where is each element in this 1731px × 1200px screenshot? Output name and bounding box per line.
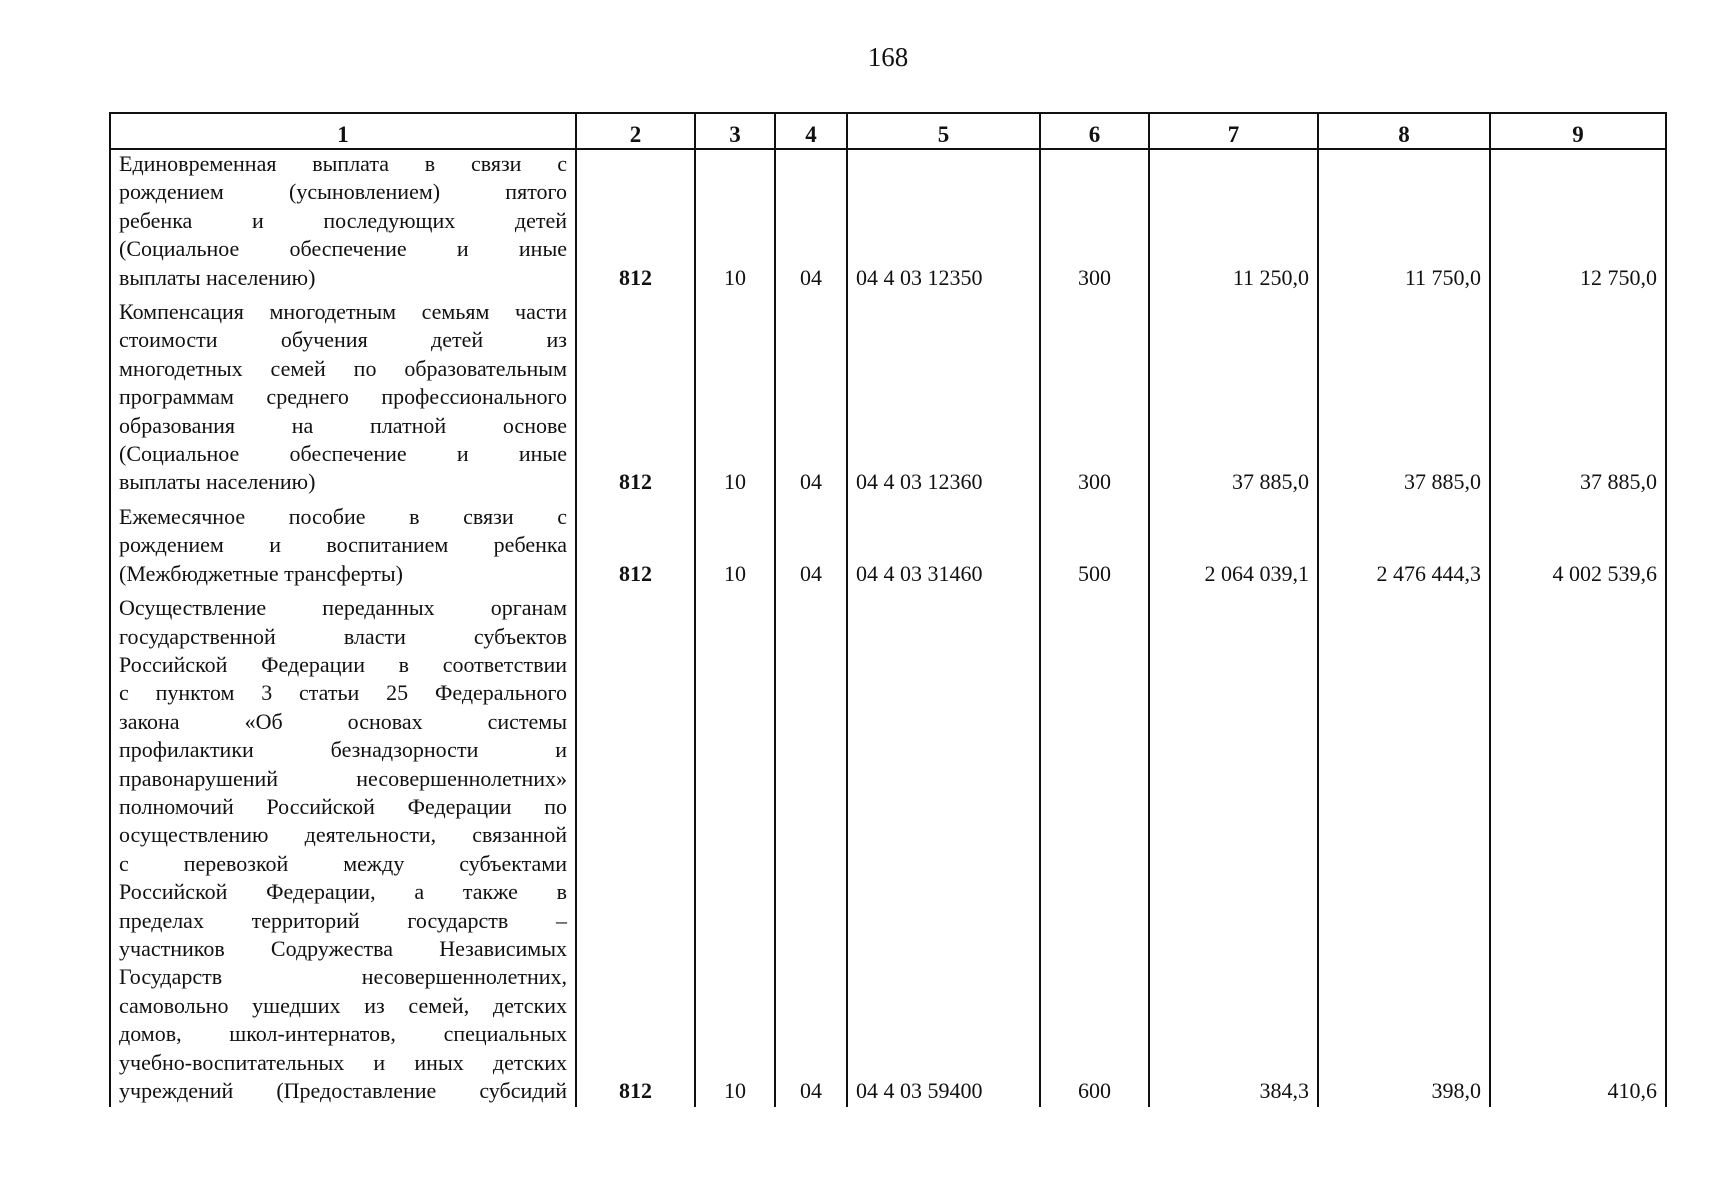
amount-col-9: 4 002 539,6 (1490, 503, 1666, 594)
description-line: профилактики безнадзорности и (119, 737, 567, 763)
description-line: выплаты населению) (119, 469, 316, 495)
description-line: (Социальное обеспечение и иные (119, 441, 567, 467)
description-line: (Социальное обеспечение и иные (119, 236, 567, 262)
description-line: рождением (усыновлением) пятого (119, 179, 567, 205)
col-header-expense-type: 6 (1040, 113, 1149, 149)
description-line: (Межбюджетные трансферты) (119, 560, 403, 586)
description-line: самовольно ушедших из семей, детских (119, 992, 567, 1018)
amount-col-7: 11 250,0 (1149, 149, 1318, 298)
col-header-target-code: 5 (847, 113, 1040, 149)
table-row (110, 149, 1666, 298)
target-item-code: 04 4 03 31460 (847, 503, 1040, 594)
col-header-section: 3 (695, 113, 775, 149)
page-number: 168 (867, 42, 909, 72)
table-row (110, 594, 1666, 1107)
description-line: Государств несовершеннолетних, (119, 964, 567, 990)
description-line: Компенсация многодетным семьям части (119, 299, 567, 325)
col-header-grbs: 2 (576, 113, 695, 149)
expense-type-code: 600 (1040, 594, 1149, 1107)
section-code: 10 (695, 298, 775, 503)
description-line: полномочий Российской Федерации по (119, 793, 567, 819)
col-header-name: 1 (110, 113, 576, 149)
col-header-amount-7: 7 (1149, 113, 1318, 149)
target-item-code: 04 4 03 12360 (847, 298, 1040, 503)
description-line: многодетных семей по образовательным (119, 355, 567, 381)
amount-col-9: 410,6 (1490, 594, 1666, 1107)
description-line: выплаты населению) (119, 264, 316, 290)
subsection-code: 04 (775, 149, 847, 298)
description-line: домов, школ-интернатов, специальных (119, 1021, 567, 1047)
subsection-code: 04 (775, 503, 847, 594)
header-row (110, 113, 1666, 149)
description-line: государственной власти субъектов (119, 623, 567, 649)
row-description (110, 594, 576, 1107)
table-row (110, 298, 1666, 503)
col-header-subsection: 4 (775, 113, 847, 149)
description-line: ребенка и последующих детей (119, 207, 567, 233)
amount-col-9: 12 750,0 (1490, 149, 1666, 298)
description-line: Российской Федерации, а также в (119, 879, 567, 905)
table-row (110, 503, 1666, 594)
row-description (110, 503, 576, 594)
description-line: осуществлению деятельности, связанной (119, 822, 567, 848)
section-code: 10 (695, 503, 775, 594)
subsection-code: 04 (775, 298, 847, 503)
budget-table (109, 112, 1667, 1107)
description-line: рождением и воспитанием ребенка (119, 532, 567, 558)
amount-col-8: 398,0 (1318, 594, 1490, 1107)
description-line: с перевозкой между субъектами (119, 850, 567, 876)
description-line: правонарушений несовершеннолетних» (119, 765, 567, 791)
amount-col-7: 2 064 039,1 (1149, 503, 1318, 594)
grbs-code: 812 (576, 298, 695, 503)
amount-col-8: 2 476 444,3 (1318, 503, 1490, 594)
description-line: учебно-воспитательных и иных детских (119, 1049, 567, 1075)
target-item-code: 04 4 03 12350 (847, 149, 1040, 298)
description-line: программам среднего профессионального (119, 384, 567, 410)
expense-type-code: 300 (1040, 149, 1149, 298)
grbs-code: 812 (576, 503, 695, 594)
description-line: закона «Об основах системы (119, 708, 567, 734)
description-line: образования на платной основе (119, 412, 567, 438)
grbs-code: 812 (576, 594, 695, 1107)
description-line: Единовременная выплата в связи с (119, 151, 567, 176)
subsection-code: 04 (775, 594, 847, 1107)
description-line: пределах территорий государств – (119, 907, 567, 933)
col-header-amount-9: 9 (1490, 113, 1666, 149)
amount-col-8: 11 750,0 (1318, 149, 1490, 298)
col-header-amount-8: 8 (1318, 113, 1490, 149)
section-code: 10 (695, 149, 775, 298)
section-code: 10 (695, 594, 775, 1107)
amount-col-7: 37 885,0 (1149, 298, 1318, 503)
description-line: учреждений (Предоставление субсидий (119, 1078, 567, 1103)
row-description (110, 149, 576, 298)
description-line: с пунктом 3 статьи 25 Федерального (119, 680, 567, 706)
grbs-code: 812 (576, 149, 695, 298)
expense-type-code: 300 (1040, 298, 1149, 503)
amount-col-7: 384,3 (1149, 594, 1318, 1107)
description-line: Российской Федерации в соответствии (119, 651, 567, 677)
target-item-code: 04 4 03 59400 (847, 594, 1040, 1107)
description-line: Ежемесячное пособие в связи с (119, 503, 567, 529)
description-line: Осуществление переданных органам (119, 595, 567, 621)
expense-type-code: 500 (1040, 503, 1149, 594)
row-description (110, 298, 576, 503)
amount-col-9: 37 885,0 (1490, 298, 1666, 503)
description-line: стоимости обучения детей из (119, 327, 567, 353)
amount-col-8: 37 885,0 (1318, 298, 1490, 503)
description-line: участников Содружества Независимых (119, 935, 567, 961)
